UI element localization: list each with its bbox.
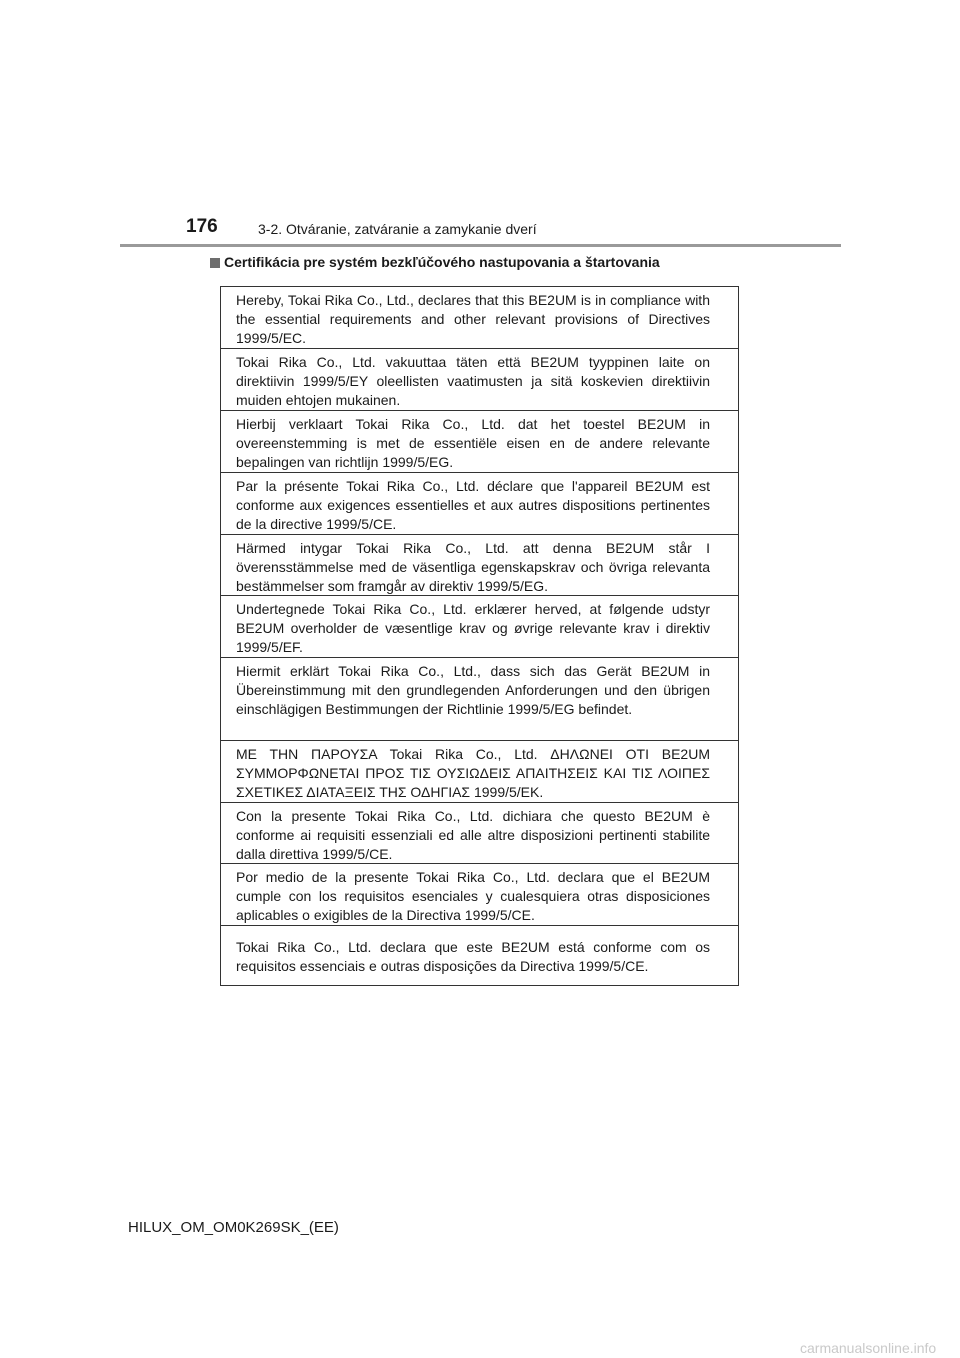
declaration-swedish: Härmed intygar Tokai Rika Co., Ltd. att denna BE2UM står I överensstämmelse med de väsentliga egenskapskrav och övriga relevanta bestämmelser som framgår av direktiv 1999/5/EG.: [221, 535, 738, 596]
declaration-french: Par la présente Tokai Rika Co., Ltd. déclare que l'appareil BE2UM est conforme aux exigences essentielles et aux autres dispositions pertinentes de la directive 1999/5/CE.: [221, 473, 738, 535]
manual-code: HILUX_OM_OM0K269SK_(EE): [128, 1219, 339, 1236]
page-number: 176: [186, 216, 218, 237]
square-bullet-icon: [210, 258, 220, 268]
declaration-dutch: Hierbij verklaart Tokai Rika Co., Ltd. dat het toestel BE2UM in overeenstemming is met de essentiële eisen en de andere relevante bepalingen van richtlijn 1999/5/EG.: [221, 411, 738, 473]
header-divider: [120, 244, 841, 247]
declaration-portuguese: Tokai Rika Co., Ltd. declara que este BE2UM está conforme com os requisitos essenciais e outras disposições da Directiva 1999/5/CE.: [236, 939, 710, 974]
section-heading: [210, 254, 660, 270]
declaration-english: Hereby, Tokai Rika Co., Ltd., declares that this BE2UM is in compliance with the essential requirements and other relevant provisions of Directives 1999/5/EC.: [221, 287, 738, 349]
certification-table: [220, 286, 739, 986]
declaration-finnish: Tokai Rika Co., Ltd. vakuuttaa täten että BE2UM tyyppinen laite on direktiivin 1999/5/EY oleellisten vaatimusten ja sitä koskevien direktiivin muiden ehtojen mukainen.: [221, 349, 738, 411]
declaration-danish: Undertegnede Tokai Rika Co., Ltd. erklærer herved, at følgende udstyr BE2UM overholder de væsentlige krav og øvrige relevante krav i direktiv 1999/5/EF.: [221, 596, 738, 658]
section-heading-text: Certifikácia pre systém bezkľúčového nastupovania a štartovania: [224, 254, 660, 270]
watermark: carmanualsonline.info: [800, 1340, 937, 1356]
declaration-spanish: Por medio de la presente Tokai Rika Co., Ltd. declara que el BE2UM cumple con los requisitos esenciales y cualesquiera otras disposiciones aplicables o exigibles de la Directiva 1999/5/CE.: [221, 864, 738, 926]
declaration-italian: Con la presente Tokai Rika Co., Ltd. dichiara che questo BE2UM è conforme ai requisiti essenziali ed alle altre disposizioni pertinenti stabilite dalla direttiva 1999/5/CE.: [221, 803, 738, 864]
declaration-german: Hiermit erklärt Tokai Rika Co., Ltd., dass sich das Gerät BE2UM in Übereinstimmung mit den grundlegenden Anforderungen und den übrigen einschlägigen Bestimmungen der Richtlinie 1999/5/EG befindet.: [221, 658, 738, 741]
declaration-greek: ΜΕ ΤΗΝ ΠΑΡΟΥΣΑ Tokai Rika Co., Ltd. ΔΗΛΩΝΕΙ ΟΤΙ BE2UM ΣΥΜΜΟΡΦΩΝΕΤΑΙ ΠΡΟΣ ΤΙΣ ΟΥΣΙΩΔΕΙΣ ΑΠΑΙΤΗΣΕΙΣ ΚΑΙ ΤΙΣ ΛΟΙΠΕΣ ΣΧΕΤΙΚΕΣ ΔΙΑΤΑΞΕΙΣ ΤΗΣ ΟΔΗΓΙΑΣ 1999/5/ΕΚ.: [221, 741, 738, 803]
chapter-title: 3-2. Otváranie, zatváranie a zamykanie dverí: [258, 221, 537, 237]
